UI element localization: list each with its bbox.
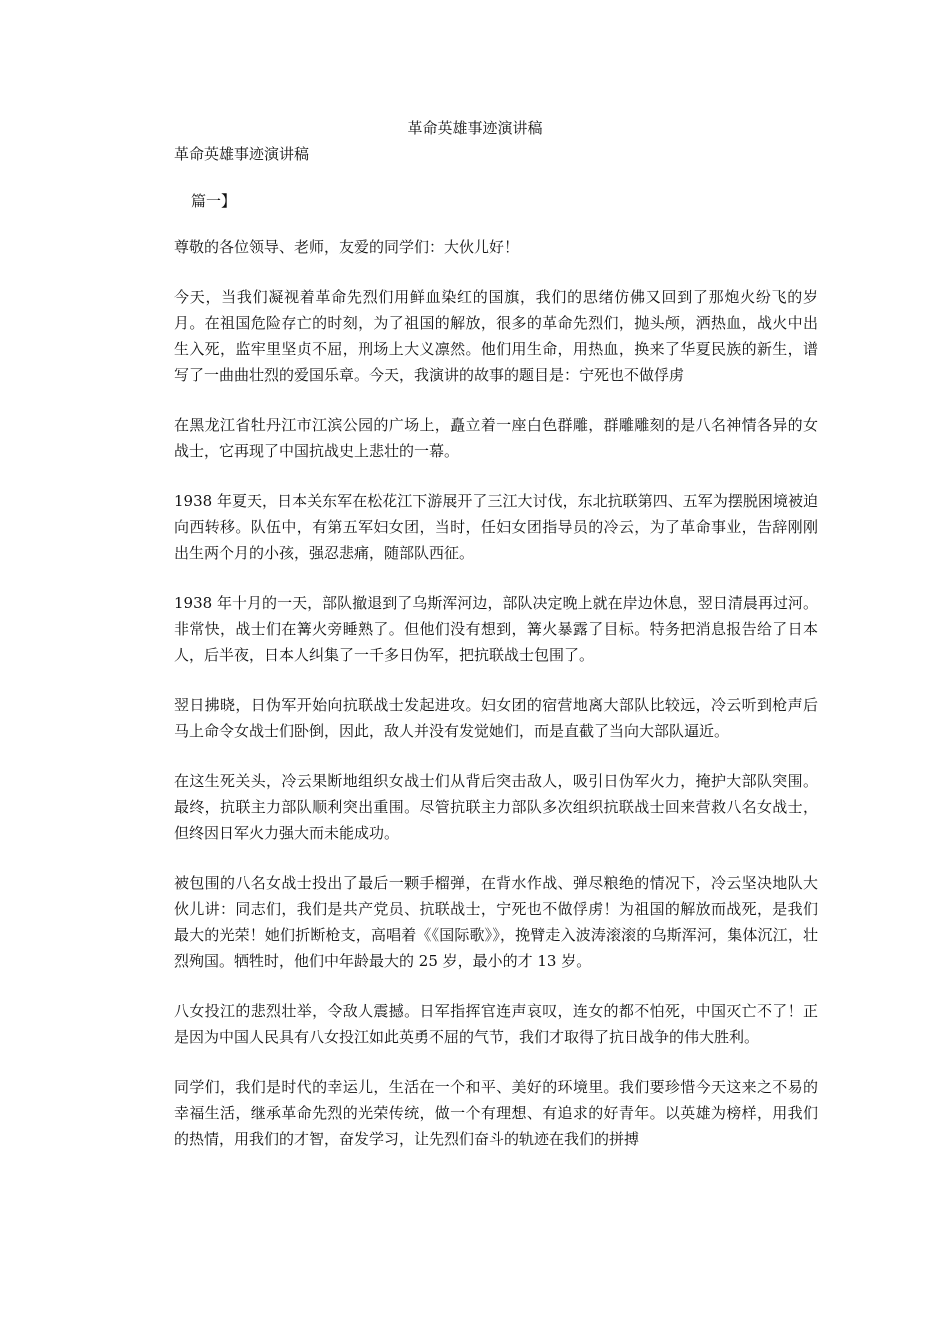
paragraph: 1938 年夏天，日本关东军在松花江下游展开了三江大讨伐，东北抗联第四、五军为摆脱困境被迫向西转移。队伍中，有第五军妇女团，当时，任妇女团指导员的冷云，为了革命事业，告辞刚刚出生两个月的小孩，强忍悲痛，随部队西征。 <box>174 492 818 562</box>
paragraph-greeting: 尊敬的各位领导、老师，友爱的同学们：大伙儿好！ <box>174 238 520 256</box>
paragraph: 被包围的八名女战士投出了最后一颗手榴弹，在背水作战、弹尽粮绝的情况下，冷云坚决地队大伙儿讲：同志们，我们是共产党员、抗联战士，宁死也不做俘虏！为祖国的解放而战死，是我们最大的光荣！她们折断枪支，高唱着《《国际歌》》，挽臂走入波涛滚滚的乌斯浑河，集体沉江，壮烈殉国。牺牲时，他们中年龄最大的 25 岁，最小的才 13 岁。 <box>174 874 818 970</box>
document-body <box>174 234 818 1176</box>
paragraph: 八女投江的悲烈壮举，令敌人震撼。日军指挥官连声哀叹，连女的都不怕死，中国灭亡不了！正是因为中国人民具有八女投江如此英勇不屈的气节，我们才取得了抗日战争的伟大胜利。 <box>174 1002 818 1046</box>
document-subtitle: 革命英雄事迹演讲稿 <box>174 145 310 163</box>
paragraph: 在这生死关头，冷云果断地组织女战士们从背后突击敌人，吸引日伪军火力，掩护大部队突围。最终，抗联主力部队顺利突出重围。尽管抗联主力部队多次组织抗联战士回来营救八名女战士，但终因日军火力强大而未能成功。 <box>174 772 818 842</box>
paragraph: 翌日拂晓，日伪军开始向抗联战士发起进攻。妇女团的宿营地离大部队比较远，冷云听到枪声后马上命令女战士们卧倒，因此，敌人并没有发觉她们，而是直截了当向大部队逼近。 <box>174 696 818 740</box>
section-label: 篇一】 <box>191 192 237 210</box>
paragraph: 今天，当我们凝视着革命先烈们用鲜血染红的国旗，我们的思绪仿佛又回到了那炮火纷飞的岁月。在祖国危险存亡的时刻，为了祖国的解放，很多的革命先烈们，抛头颅，洒热血，战火中出生入死，监牢里坚贞不屈，刑场上大义凛然。他们用生命，用热血，换来了华夏民族的新生，谱写了一曲曲壮烈的爱国乐章。今天，我演讲的故事的题目是：宁死也不做俘虏 <box>174 288 818 384</box>
paragraph: 在黑龙江省牡丹江市江滨公园的广场上，矗立着一座白色群雕，群雕雕刻的是八名神情各异的女战士，它再现了中国抗战史上悲壮的一幕。 <box>174 416 818 460</box>
paragraph: 同学们，我们是时代的幸运儿，生活在一个和平、美好的环境里。我们要珍惜今天这来之不易的幸福生活，继承革命先烈的光荣传统，做一个有理想、有追求的好青年。以英雄为榜样，用我们的热情，用我们的才智，奋发学习，让先烈们奋斗的轨迹在我们的拼搏 <box>174 1078 818 1148</box>
paragraph: 1938 年十月的一天，部队撤退到了乌斯浑河边，部队决定晚上就在岸边休息，翌日清晨再过河。非常快，战士们在篝火旁睡熟了。但他们没有想到，篝火暴露了目标。特务把消息报告给了日本人，后半夜，日本人纠集了一千多日伪军，把抗联战士包围了。 <box>174 594 818 664</box>
document-title: 革命英雄事迹演讲稿 <box>407 119 543 137</box>
